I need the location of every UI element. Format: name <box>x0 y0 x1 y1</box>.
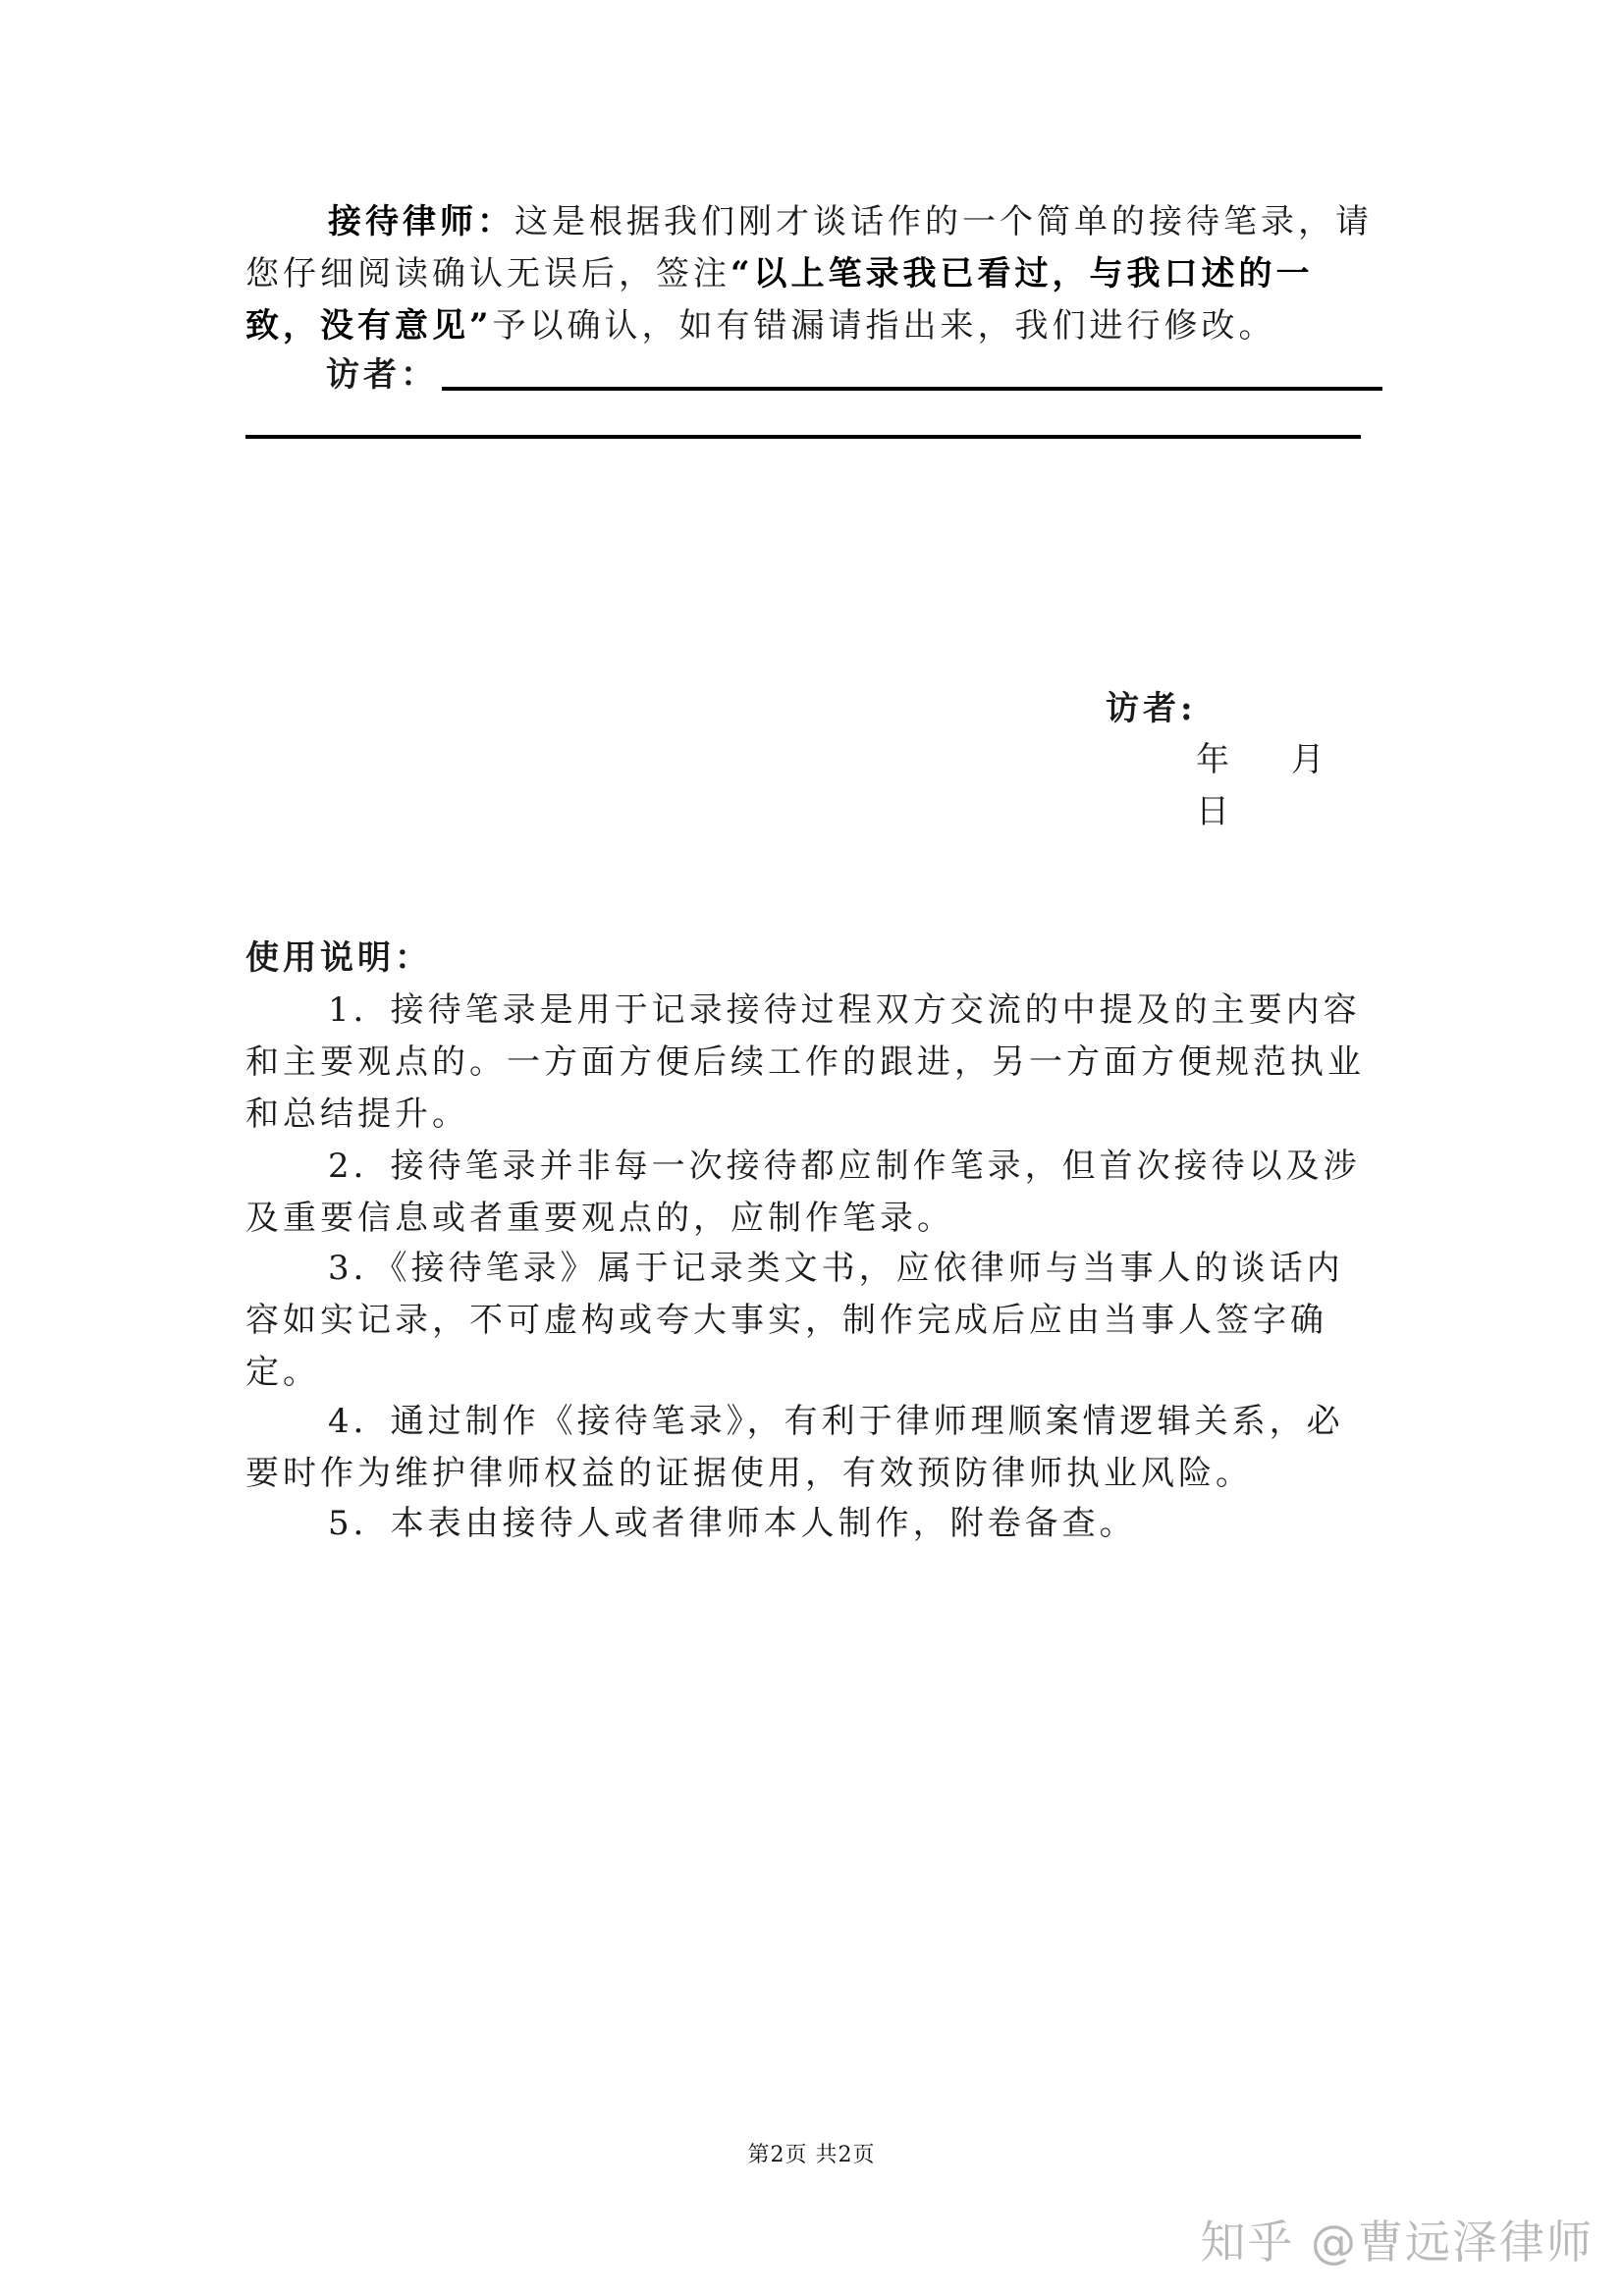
visitor-signature-line-2[interactable] <box>245 435 1361 439</box>
visitor-field-label: 访者： <box>326 355 438 395</box>
intro-text-2: 予以确认，如有错漏请指出来，我们进行修改。 <box>492 306 1276 346</box>
page-footer <box>0 2138 1623 2168</box>
instruction-item-1: 1．接待笔录是用于记录接待过程双方交流的中提及的主要内容和主要观点的。一方面方便后续工作的跟进，另一方面方便规范执业和总结提升。 <box>245 990 1365 1134</box>
instruction-item-4: 4．通过制作《接待笔录》，有利于律师理顺案情逻辑关系，必要时作为维护律师权益的证据使用，有效预防律师执业风险。 <box>245 1402 1344 1493</box>
instruction-item-5: 5．本表由接待人或者律师本人制作，附卷备查。 <box>328 1504 1137 1543</box>
instructions-title: 使用说明： <box>245 938 432 978</box>
page-number: 第2页 共2页 <box>747 2143 876 2167</box>
signature-date: 年 月 日 <box>1196 740 1386 831</box>
zhihu-watermark: 知乎 @曹远泽律师 <box>1200 2216 1594 2269</box>
intro-text-1: 这是根据我们刚才谈话作的一个简单的接待笔录，请您仔细阅读确认无误后，签注 <box>245 202 1373 294</box>
instruction-item-2: 2．接待笔录并非每一次接待都应制作笔录，但首次接待以及涉及重要信息或者重要观点的，应制作笔录。 <box>245 1147 1361 1238</box>
visitor-signature-line-1[interactable] <box>442 387 1382 391</box>
visitor-field-label-wrap <box>326 349 522 401</box>
signature-date-wrap <box>1196 734 1412 838</box>
intro-paragraph <box>245 196 1384 352</box>
signature-label: 访者: <box>1106 689 1197 728</box>
signature-label-wrap <box>1106 683 1400 735</box>
speaker-label: 接待律师： <box>328 202 514 241</box>
confirmation-quote: “以上笔录我已看过，与我口述的一致，没有意见” <box>245 254 1314 346</box>
instructions-title-wrap <box>245 933 1384 985</box>
instruction-item-3: 3．《接待笔录》属于记录类文书，应依律师与当事人的谈话内容如实记录，不可虚构或夸大事实，制作完成后应由当事人签字确定。 <box>245 1249 1344 1392</box>
